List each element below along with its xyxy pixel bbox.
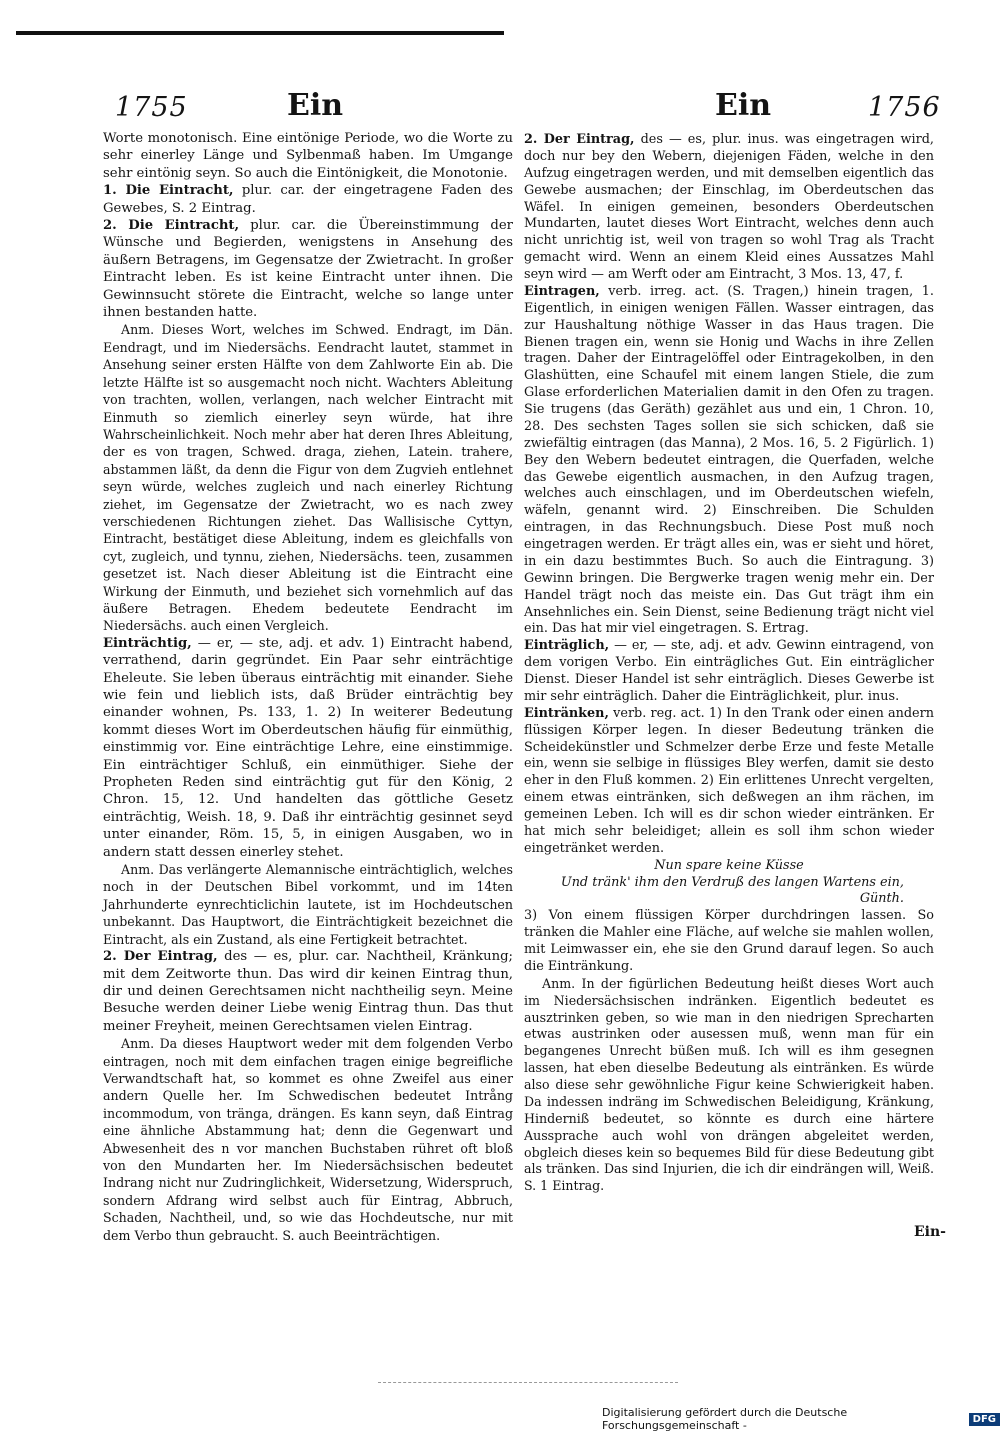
entry-headword: Eintragen, [524,283,600,299]
dictionary-entry [103,948,513,1035]
entry-headword: Einträchtig, [103,635,192,651]
annotation-paragraph [103,1035,513,1244]
entry-text: des — es, plur. inus. was eingetragen wird, doch nur bey den Webern, diejenigen Fäden, welche in den Aufzug eingetragen werden, und mit demselben eigentlich das Gewebe ausmachen; der Einschlag, im Oberdeutschen das Wäfel. In einigen gemeinen, besonders Oberdeutschen Mundarten, lautet dieses Wort Eintracht, welches denn auch nicht unrichtig ist, weil von tragen so wohl Trag als Tracht gemacht wird. Wenn an einem Kleid eines Aussatzes Mahl seyn wird — am Werft oder am Eintracht, 3 Mos. 13, 47, f. [524,132,934,282]
dictionary-entry [103,217,513,321]
entry-text: Worte monotonisch. Eine eintönige Periode, wo die Worte zu sehr einerley Länge und Sylbenmaß haben. Im Umgange sehr eintönig seyn. So auch die Eintönigkeit, die Monotonie. [103,131,513,181]
entry-headword: Einträglich, [524,638,610,654]
dictionary-entry [524,638,934,706]
top-rule [16,31,504,35]
entry-text: Anm. In der figürlichen Bedeutung heißt dieses Wort auch im Niedersächsischen indränken. Eigentlich bedeutet es ausztrinken geben, so wie man in den niedrigen Sprecharten etwas austrinken oder ausessen muß, wenn man für ein begangenes Unrecht büßen muß. Ich will es ihm gesegnen lassen, hat eben dieselbe Bedeutung als eintränken. Es würde also diese sehr gewöhnliche Figur keine Schwierigkeit haben. Da indessen indräng im Schwedischen Beleidigung, Kränkung, Hinderniß bedeutet, so könnte es durch eine härtere Aussprache auch wohl von drängen abgeleitet werden, obgleich dieses kein so bequemes Bild für diese Bedeutung gibt als tränken. Das sind Injurien, die ich dir eindrängen will, Weiß. S. 1 Eintrag. [524,975,934,1194]
entry-text: plur. car. die Übereinstimmung der Wünsche und Begierden, wenigstens in Ansehung des äußern Betragens, im Gegensatze der Zwietracht. In großer Eintracht leben. Es ist keine Eintracht unter ihnen. Die Gewinnsucht störete die Eintracht, welche so lange unter ihnen bestanden hatte. [103,218,513,321]
annotation-paragraph [103,321,513,634]
entry-headword: 1. Die Eintracht, [103,183,234,199]
entry-text: plur. car. der eingetragene Faden des Gewebes, S. 2 Eintrag. [103,183,513,216]
entry-text: — er, — ste, adj. et adv. Gewinn eintragend, von dem vorigen Verbo. Ein einträgliches Gut. Ein einträglicher Dienst. Dieser Handel ist sehr einträglich. Dieses Gewerbe ist mir sehr einträglich. Daher die Einträglichkeit, plur. inus. [524,638,934,704]
entry-headword: 2. Die Eintracht, [103,218,240,234]
right-column [524,132,934,1195]
entry-headword: 2. Der Eintrag, [103,949,218,965]
entry-text: Anm. Das verlängerte Alemannische einträchtiglich, welches noch in der Deutschen Bibel vorkommt, und im 14ten Jahrhunderte eynrechticlichin lautete, ist im Hochdeutschen unbekannt. Das Hauptwort, die Einträchtigkeit bezeichnet die Eintracht, als ein Zustand, als eine Fertigkeit betrachtet. [103,862,513,947]
entry-text: des — es, plur. car. Nachtheil, Kränkung; mit dem Zeitworte thun. Das wird dir keinen Eintrag thun, dir und deinen Gerechtsamen nicht nachtheilig seyn. Meine Besuche werden deiner Liebe wenig Eintrag thun. Das thut meiner Freyheit, meinen Gerechtsamen vielen Eintrag. [103,949,513,1034]
dictionary-entry [103,130,513,182]
entry-headword: 2. Der Eintrag, [524,132,635,147]
dictionary-entry [524,284,934,638]
entry-text: Anm. Da dieses Hauptwort weder mit dem folgenden Verbo eintragen, noch mit dem einfachen tragen einige begreifliche Verwandtschaft hat, so kommet es ohne Zweifel aus einer andern Quelle her. Im Schwedischen bedeutet Intrång incommodum, von tränga, drängen. Es kann seyn, daß Eintrag eine ähnliche Abstammung hat; denn die Gegenwart und Abwesenheit des n vor manchen Buchstaben rühret oft bloß von den Mundarten her. Im Niedersächsischen bedeutet Indrang nicht nur Zudringlichkeit, Widersetzung, Widerspruch, sondern Afdrang wird selbst auch für Eintrag, Abbruch, Schaden, Nachtheil, und, so wie das Hochdeutsche, nur mit dem Verbo thun gebraucht. S. auch Beeinträchtigen. [103,1036,513,1243]
left-column [103,130,513,1244]
entry-text: 3) Von einem flüssigen Körper durchdringen lassen. So tränken die Mahler eine Fläche, auf welche sie mahlen wollen, mit Leimwasser ein, ehe sie den Grund darauf legen. So auch die Eintränkung. [524,908,934,974]
verse-line: Und tränk' ihm den Verdruß des langen Wartens ein, Günth. [560,874,904,907]
annotation-paragraph [524,976,934,1195]
annotation-paragraph [103,861,513,948]
entry-text: verb. irreg. act. (S. Tragen,) hinein tragen, 1. Eigentlich, in einigen wenigen Fällen. Wasser eintragen, das zur Haushaltung nöthige Wasser in das Haus tragen. Die Bienen tragen ein, wenn sie Honig und Wachs in ihre Zellen tragen. Daher der Eintragelöffel oder Eintragekolben, in den Glashütten, eine Schaufel mit einem langen Stiele, die zum Glase erforderlichen Materialien damit in den Ofen zu tragen. Sie trugens (das Geräth) gezählet aus und ein, 1 Chron. 10, 28. Des sechsten Tages sollen sie sich schicken, daß sie zwiefältig eintragen (das Manna), 2 Mos. 16, 5. 2 Figürlich. 1) Bey den Webern bedeutet eintragen, die Querfaden, welche das Gewebe eigentlich ausmachen, in den Aufzug tragen, welches auch einschlagen, und im Oberdeutschen wiefeln, wäfeln, genannt wird. 2) Einschreiben. Die Schulden eintragen, in das Rechnungsbuch. Diese Post muß noch eingetragen werden. Er trägt alles ein, was er sieht und höret, in ein dazu bestimmtes Buch. So auch die Eintragung. 3) Gewinn bringen. Die Bergwerke tragen wenig mehr ein. Der Handel trägt noch das meiste ein. Das Gut trägt ihm ein Ansehnliches ein. Sein Dienst, seine Bedienung trägt nicht viel ein. Das hat mir viel eingetragen. S. Ertrag. [524,283,934,637]
footer-text: Digitalisierung gefördert durch die Deutsche Forschungsgemeinschaft - [602,1406,848,1432]
entry-text: Anm. Dieses Wort, welches im Schwed. Endragt, im Dän. Eendragt, und im Niedersächs. Eendracht lautet, stammet in Ansehung seiner ersten Hälfte von dem Zahlworte Ein ab. Die letzte Hälfte ist so ausgemacht noch nicht. Wachters Ableitung von trachten, wollen, verlangen, nach welcher Eintracht mit Einmuth so ziemlich einerley seyn würde, hat ihre Wahrscheinlichkeit. Noch mehr aber hat deren Ihres Ableitung, der es von tragen, Schwed. draga, ziehen, Latein. trahere, abstammen läßt, da denn die Figur von dem Zugvieh entlehnet seyn würde, welches zugleich und nach einerley Richtung ziehet, im Gegensatze der Zwietracht, wo es nach zwey verschiedenen Richtungen ziehet. Das Wallisische Cyttyn, Eintracht, bestätiget diese Ableitung, indem es gleichfalls von cyt, zugleich, und tynnu, ziehen, Niedersächs. teen, zusammen gesetzet ist. Nach dieser Ableitung ist die Eintracht eine Wirkung der Einmuth, und beziehet sich vornehmlich auf das äußere Betragen. Ehedem bedeutete Eendracht im Niedersächs. auch einen Vergleich. [103,322,513,634]
verse-line: Nun spare keine Küsse [654,857,804,873]
entry-text: — er, — ste, adj. et adv. 1) Eintracht habend, verrathend, darin gegründet. Ein Paar sehr einträchtige Eheleute. Sie leben überaus einträchtig mit einander. Siehe wie fein und lieblich ists, daß Brüder einträchtig bey einander wohnen, Ps. 133, 1. 2) In weiterer Bedeutung kommt dieses Wort im Oberdeutschen häufig für einmüthig, einstimmig vor. Eine einträchtige Lehre, eine einstimmige. Ein einträchtiger Schluß, ein einmüthiger. Siehe der Propheten Reden sind einträchtig gut für den König, 2 Chron. 15, 12. Und handelten das göttliche Gesetz einträchtig, Weish. 18, 9. Daß ihr einträchtig gesinnet seyd unter einander, Röm. 15, 5, in einigen Ausgaben, wo in andern statt dessen einerley stehet. [103,635,513,860]
dictionary-entry [524,706,934,858]
entry-headword: Eintränken, [524,705,609,721]
dfg-logo: DFG [969,1413,1000,1426]
dictionary-entry [524,908,934,976]
entry-text: verb. reg. act. 1) In den Trank oder einen andern flüssigen Körper legen. In dieser Bedeutung tränken die Scheidekünstler und Schmelzer derbe Erze und feste Metalle ein, wenn sie selbige in flüssiges Bley werfen, damit sie desto eher in den Fluß kommen. 2) Ein erlittenes Unrecht vergelten, einem etwas eintränken, sich deßwegen an ihm rächen, im gemeinen Leben. Ich will es dir schon wieder eintränken. Er hat mich sehr beleidiget; allein es soll ihm schon wieder eingetränket werden. [524,705,934,856]
page-number-left: 1755 [115,92,188,123]
dictionary-entry [524,132,934,284]
page-edge-rule [378,1382,678,1383]
running-head-right: Ein [715,88,772,123]
page-number-right: 1756 [868,92,941,123]
running-head-left: Ein [287,88,344,123]
dictionary-entry [103,182,513,217]
dictionary-entry [103,635,513,861]
footer-credit [602,1406,1000,1432]
catchword: Ein- [914,1224,946,1240]
